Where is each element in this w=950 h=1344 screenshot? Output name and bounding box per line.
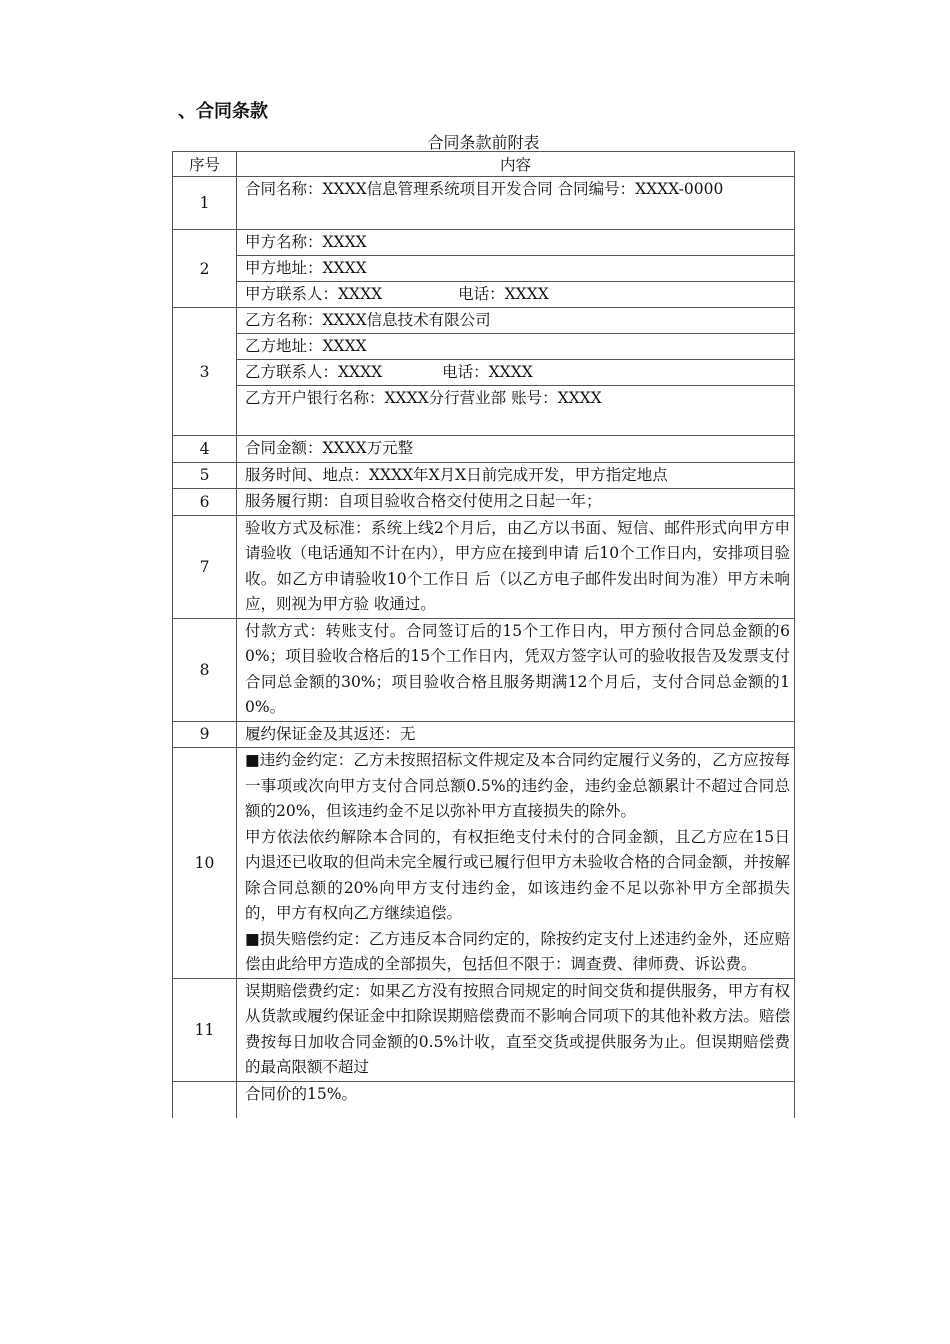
table-row <box>173 334 795 360</box>
service-period-cell: 服务履行期：自项目验收合格交付使用之日起一年； <box>237 489 795 516</box>
termination-paragraph: 甲方依法依约解除本合同的，有权拒绝支付未付的合同金额，且乙方应在15日内退还已收取的但尚未完全履行或已履行但甲方未验收合格的合同金额，并按解除合同总额的20%向甲方支付违约金，如该违约金不足以弥补甲方全部损失的，甲方有权向乙方继续追偿。 <box>245 827 790 922</box>
header-no: 序号 <box>173 152 237 177</box>
row-number <box>173 1081 237 1118</box>
header-content: 内容 <box>237 152 795 177</box>
performance-bond-cell: 履约保证金及其返还：无 <box>237 721 795 748</box>
penalty-cell <box>237 748 795 979</box>
table-row <box>173 282 795 308</box>
table-row <box>173 230 795 256</box>
delay-compensation-continued <box>237 1081 795 1118</box>
acceptance-cell: 验收方式及标准：系统上线2个月后，由乙方以书面、短信、邮件形式向甲方申请验收（电话通知不计在内），甲方应在接到申请 后10个工作日内，安排项目验收。如乙方申请验收10个工作日 后（以乙方电子邮件发出时间为准）甲方未响应，则视为甲方验 收通过。 <box>237 515 795 618</box>
delay-continued-text: 合同价的15%。 <box>245 1084 357 1103</box>
party-b-contact-cell <box>237 360 795 386</box>
party-a-contact-cell <box>237 282 795 308</box>
party-a-phone: 电话：XXXX <box>458 285 549 303</box>
contract-name-cell: 合同名称：XXXX信息管理系统项目开发合同 合同编号：XXXX-0000 <box>237 177 795 230</box>
row-number: 3 <box>173 308 237 436</box>
row-number: 10 <box>173 748 237 979</box>
table-row <box>173 978 795 1081</box>
row-number: 9 <box>173 721 237 748</box>
table-row <box>173 1081 795 1118</box>
row-number: 8 <box>173 618 237 721</box>
delay-compensation-cell: 误期赔偿费约定：如果乙方没有按照合同规定的时间交货和提供服务，甲方有权从货款或履约保证金中扣除误期赔偿费而不影响合同项下的其他补救方法。赔偿费按每日加收合同金额的0.5%计收，直至交货或提供服务为止。但误期赔偿费的最高限额不超过 <box>237 978 795 1081</box>
table-row <box>173 436 795 463</box>
party-a-contact: 甲方联系人：XXXX <box>245 285 383 303</box>
row-number: 2 <box>173 230 237 308</box>
party-b-phone: 电话：XXXX <box>442 363 533 381</box>
party-a-address: 甲方地址：XXXX <box>237 256 795 282</box>
table-row <box>173 256 795 282</box>
table-row <box>173 386 795 436</box>
row-number: 6 <box>173 489 237 516</box>
party-b-name: 乙方名称：XXXX信息技术有限公司 <box>237 308 795 334</box>
row-number: 4 <box>173 436 237 463</box>
party-b-contact: 乙方联系人：XXXX <box>245 363 383 381</box>
penalty-paragraph: ■违约金约定：乙方未按照招标文件规定及本合同约定履行义务的，乙方应按每一事项或次向甲方支付合同总额0.5%的违约金，违约金总额累计不超过合同总额的20%，但该违约金不足以弥补甲方直接损失的除外。 <box>245 751 790 820</box>
row-number: 1 <box>173 177 237 230</box>
table-row <box>173 721 795 748</box>
service-time-place-cell: 服务时间、地点：XXXX年X月X日前完成开发，甲方指定地点 <box>237 462 795 489</box>
row-number: 11 <box>173 978 237 1081</box>
table-header-row <box>173 152 795 177</box>
table-row <box>173 748 795 979</box>
row-number: 5 <box>173 462 237 489</box>
party-a-name: 甲方名称：XXXX <box>237 230 795 256</box>
table-row <box>173 177 795 230</box>
row-number: 7 <box>173 515 237 618</box>
table-row <box>173 515 795 618</box>
table-row <box>173 462 795 489</box>
payment-cell: 付款方式：转账支付。合同签订后的15个工作日内，甲方预付合同总金额的60%；项目验收合格后的15个工作日内，凭双方签字认可的验收报告及发票支付合同总金额的30%；项目验收合格且服务期满12个月后，支付合同总金额的10%。 <box>237 618 795 721</box>
party-b-address: 乙方地址：XXXX <box>237 334 795 360</box>
section-title: 、合同条款 <box>178 101 268 122</box>
table-row <box>173 618 795 721</box>
contract-terms-table <box>172 151 795 1118</box>
damages-paragraph: ■损失赔偿约定：乙方违反本合同约定的，除按约定支付上述违约金外，还应赔偿由此给甲方造成的全部损失，包括但不限于：调查费、律师费、诉讼费。 <box>245 929 790 973</box>
table-row <box>173 489 795 516</box>
party-b-bank: 乙方开户银行名称：XXXX分行营业部 账号：XXXX <box>237 386 795 436</box>
table-caption: 合同条款前附表 <box>427 133 540 152</box>
table-row <box>173 308 795 334</box>
contract-amount-cell: 合同金额：XXXX万元整 <box>237 436 795 463</box>
table-row <box>173 360 795 386</box>
